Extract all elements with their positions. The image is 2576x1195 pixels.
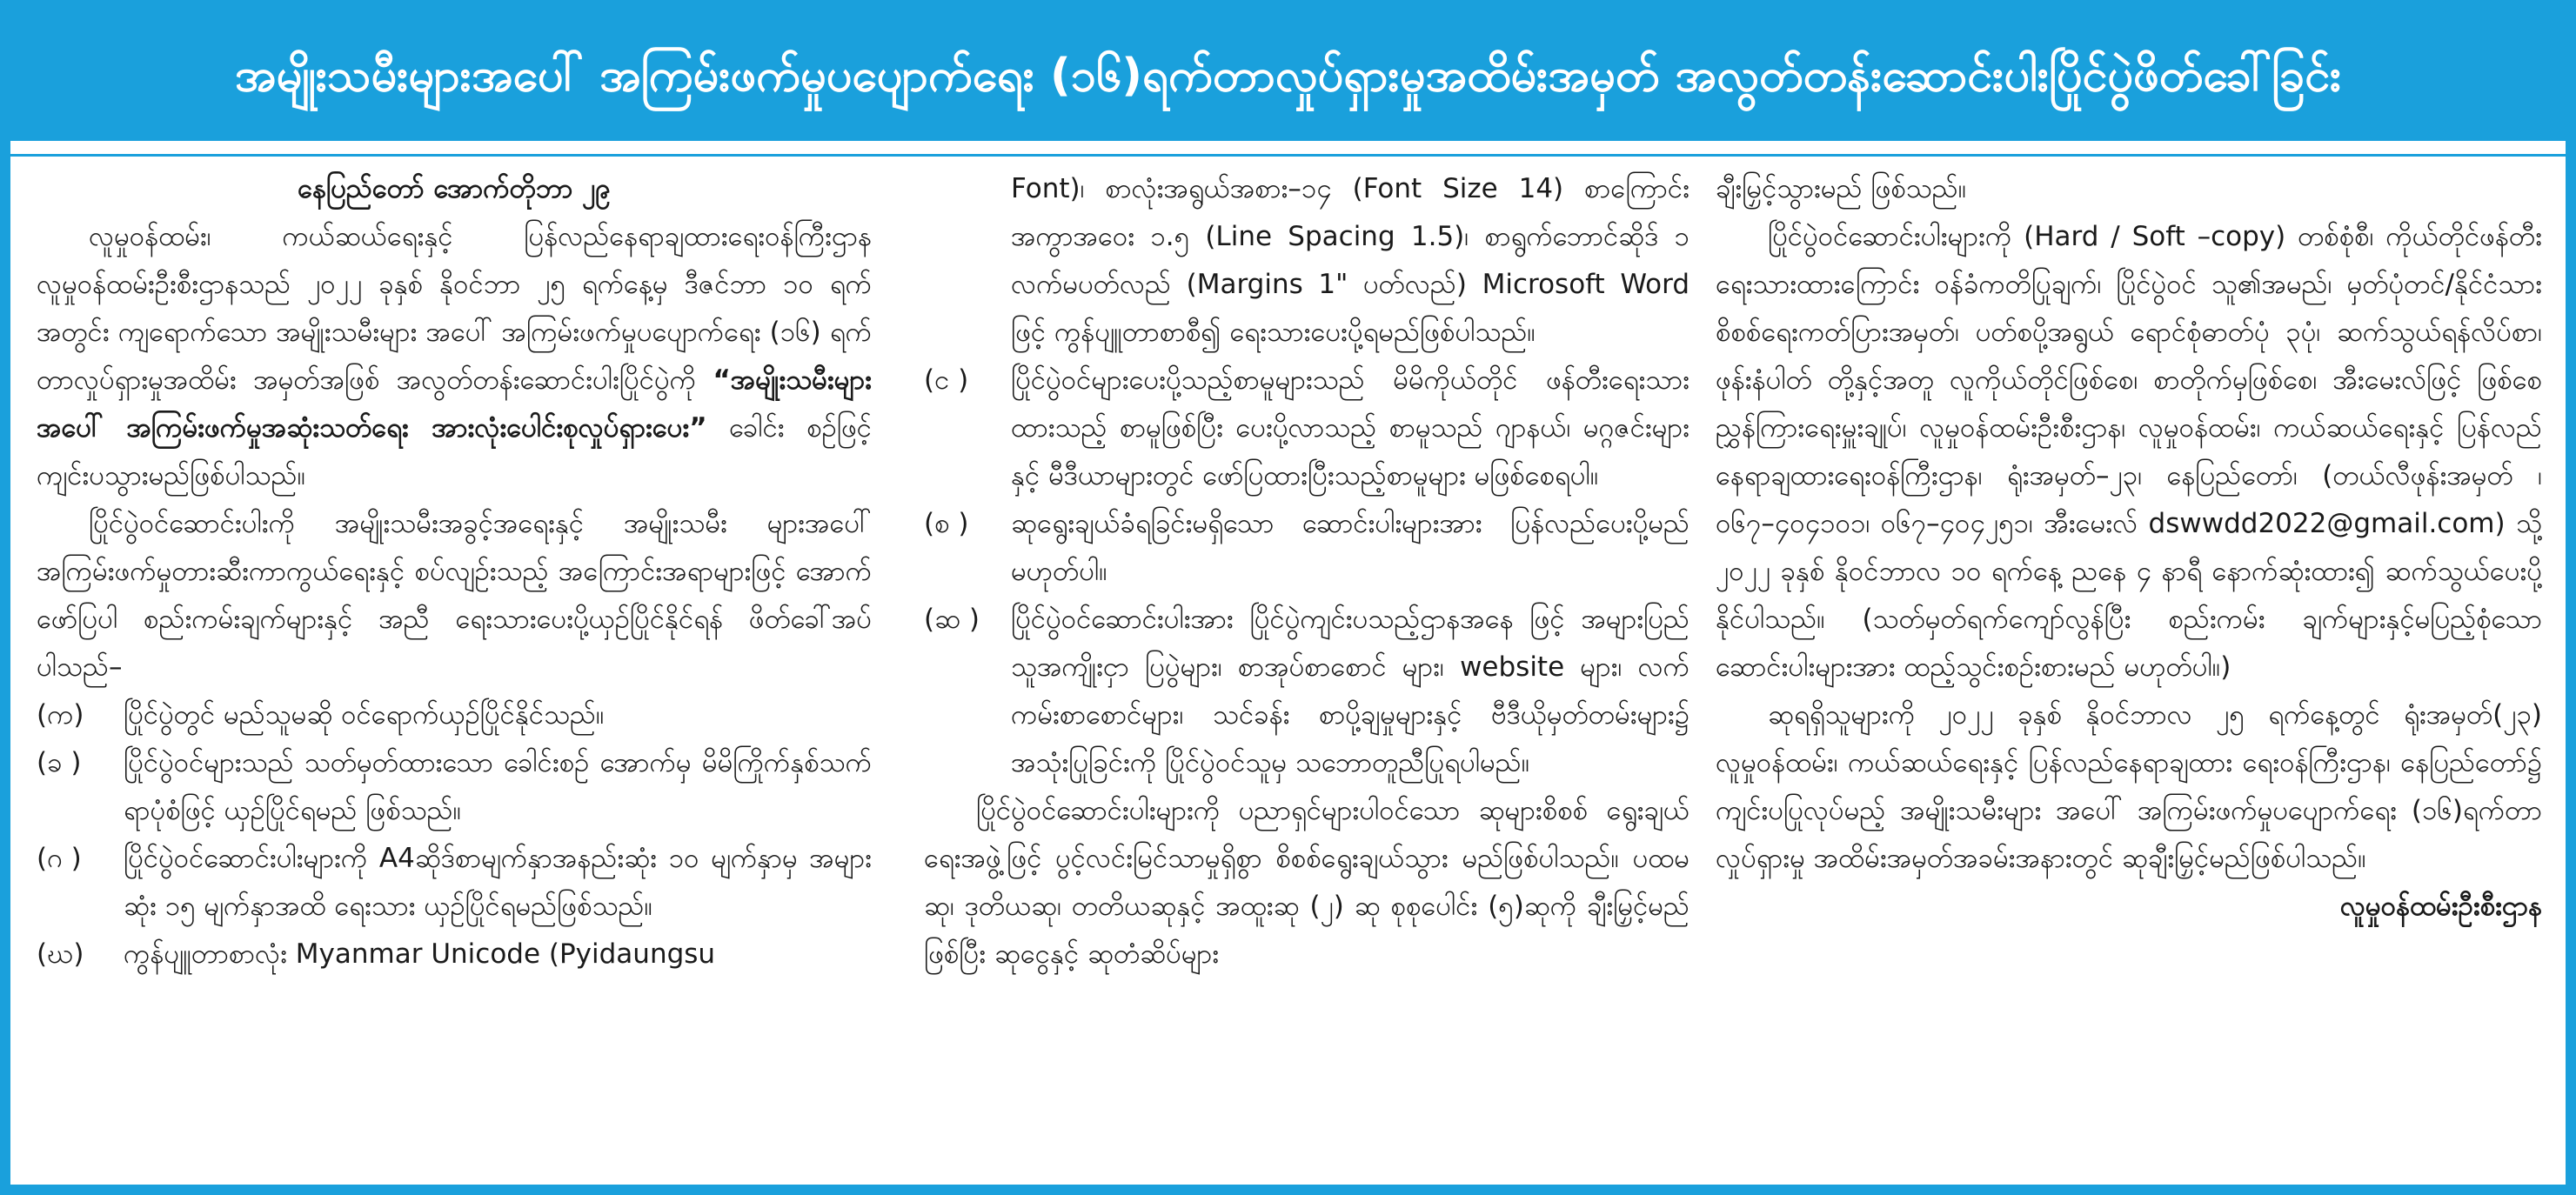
paragraph-intro-text-a: လူမှုဝန်ထမ်း၊ ကယ်ဆယ်ရေးနှင့် ပြန်လည်နေရာချထားရေးဝန်ကြီးဌာန လူမှုဝန်ထမ်းဦးစီးဌာနသည် ၂၀၂၂ ခုနှစ် နိုဝင်ဘာ ၂၅ ရက်နေ့မှ ဒီဇင်ဘာ ၁၀ ရက်အတွင်း ကျရောက်သော အမျိုးသမီးများ အပေါ် အကြမ်းဖက်မှုပပျောက်ရေး (၁၆) ရက်တာလှုပ်ရှားမှုအထိမ်း အမှတ်အဖြစ် အလွတ်တန်းဆောင်းပါးပြိုင်ပွဲကို — [37, 221, 872, 396]
column-3 — [1716, 165, 2542, 1183]
rule-text: ပြိုင်ပွဲဝင်များသည် သတ်မှတ်ထားသော ခေါင်းစဉ် အောက်မှ မိမိကြိုက်နှစ်သက်ရာပုံစံဖြင့် ယှဉ်ပြိုင်ရမည် ဖြစ်သည်။ — [124, 747, 872, 826]
rule-marker: (ဂ ) — [37, 843, 82, 874]
rule-marker: (ခ ) — [37, 747, 82, 778]
rule-continuation: Font)၊ စာလုံးအရွယ်အစား–၁၄ (Font Size 14) စာကြောင်းအကွာအဝေး ၁.၅ (Line Spacing 1.5)၊ စာရွက်ဘောင်ဆိုဒ် ၁ လက်မပတ်လည် (Margins 1" ပတ်လည်) Microsoft Word ဖြင့် ကွန်ပျူတာစာစီ၍ ရေးသားပေးပို့ရမည်ဖြစ်ပါသည်။ — [1011, 173, 1689, 348]
rule-marker: (စ ) — [924, 508, 969, 539]
paragraph-submission: ပြိုင်ပွဲဝင်ဆောင်းပါးများကို (Hard / Soft –copy) တစ်စုံစီ၊ ကိုယ်တိုင်ဖန်တီးရေးသားထားကြောင်း ဝန်ခံကတိပြုချက်၊ ပြိုင်ပွဲဝင် သူ၏အမည်၊ မှတ်ပုံတင်/နိုင်ငံသားစိစစ်ရေးကတ်ပြားအမှတ်၊ ပတ်စပို့အရွယ် ရောင်စုံဓာတ်ပုံ ၃ပုံ၊ ဆက်သွယ်ရန်လိပ်စာ၊ ဖုန်းနံပါတ် တို့နှင့်အတူ လူကိုယ်တိုင်ဖြစ်စေ၊ စာတိုက်မှဖြစ်စေ၊ အီးမေးလ်ဖြင့် ဖြစ်စေ ညွှန်ကြားရေးမှူးချုပ်၊ လူမှုဝန်ထမ်းဦးစီးဌာန၊ လူမှုဝန်ထမ်း၊ ကယ်ဆယ်ရေးနှင့် ပြန်လည်နေရာချထားရေးဝန်ကြီးဌာန၊ ရုံးအမှတ်–၂၃၊ နေပြည်တော်၊ (တယ်လီဖုန်းအမှတ် ၊ ၀၆၇–၄၀၄၁၀၁၊ ၀၆၇–၄၀၄၂၅၁၊ အီးမေးလ် dswwdd2022@gmail.com) သို့ ၂၀၂၂ ခုနှစ် နိုဝင်ဘာလ ၁၀ ရက်နေ့ ညနေ ၄ နာရီ နောက်ဆုံးထား၍ ဆက်သွယ်ပေးပို့နိုင်ပါသည်။ (သတ်မှတ်ရက်ကျော်လွန်ပြီး စည်းကမ်း ချက်များနှင့်မပြည့်စုံသော ဆောင်းပါးများအား ထည့်သွင်းစဉ်းစားမည် မဟုတ်ပါ။) — [1716, 221, 2542, 683]
rule-item — [37, 835, 872, 931]
column-1 — [37, 165, 872, 1183]
rule-item — [924, 596, 1689, 787]
rule-text: ပြိုင်ပွဲဝင်ဆောင်းပါးအား ပြိုင်ပွဲကျင်းပသည့်ဌာနအနေ ဖြင့် အများပြည်သူအကျိုးငှာ ပြပွဲများ၊ စာအုပ်စာစောင် များ၊ website များ၊ လက်ကမ်းစာစောင်များ၊ သင်ခန်း စာပို့ချမှုများနှင့် ဗီဒီယိုမှတ်တမ်းများ၌ အသုံးပြုခြင်းကို ပြိုင်ပွဲဝင်သူမှ သဘောတူညီပြုရပါမည်။ — [1011, 604, 1689, 778]
paragraph-intro-text-b: ခေါင်း စဉ်ဖြင့် ကျင်းပသွားမည်ဖြစ်ပါသည်။ — [37, 412, 872, 491]
rule-text: ပြိုင်ပွဲတွင် မည်သူမဆို ဝင်ရောက်ယှဉ်ပြိုင်နိုင်သည်။ — [124, 699, 605, 731]
rule-item — [37, 739, 872, 835]
paragraph-award-ceremony: ဆုရရှိသူများကို ၂၀၂၂ ခုနှစ် နိုဝင်ဘာလ ၂၅ ရက်နေ့တွင် ရုံးအမှတ်(၂၃) လူမှုဝန်ထမ်း၊ ကယ်ဆယ်ရေးနှင့် ပြန်လည်နေရာချထား ရေးဝန်ကြီးဌာန၊ နေပြည်တော်၌ ကျင်းပပြုလုပ်မည့် အမျိုးသမီးများ အပေါ် အကြမ်းဖက်မှုပပျောက်ရေး (၁၆)ရက်တာလှုပ်ရှားမှု အထိမ်းအမှတ်အခမ်းအနားတွင် ဆုချီးမြှင့်မည်ဖြစ်ပါသည်။ — [1716, 699, 2542, 874]
rule-marker: (ဆ ) — [924, 604, 980, 635]
judging-continuation: ချီးမြှင့်သွားမည် ဖြစ်သည်။ — [1716, 173, 1967, 204]
article-body — [10, 154, 2566, 1185]
rule-item — [924, 500, 1689, 596]
rule-text: ဆုရွေးချယ်ခံရခြင်းမရှိသော ဆောင်းပါးများအား ပြန်လည်ပေးပို့မည်မဟုတ်ပါ။ — [1011, 508, 1689, 587]
rule-text: ပြိုင်ပွဲဝင်များပေးပို့သည့်စာမူများသည် မိမိကိုယ်တိုင် ဖန်တီးရေးသားထားသည့် စာမူဖြစ်ပြီး ပေးပို့လာသည့် စာမူသည် ဂျာနယ်၊ မဂ္ဂဇင်းများနှင့် မီဒီယာများတွင် ဖော်ပြထားပြီးသည့်စာမူများ မဖြစ်စေရပါ။ — [1011, 364, 1689, 491]
signoff: လူမှုဝန်ထမ်းဦးစီးဌာန — [2339, 891, 2542, 922]
rule-text: ပြိုင်ပွဲဝင်ဆောင်းပါးများကို A4ဆိုဒ်စာမျက်နှာအနည်းဆုံး ၁၀ မျက်နှာမှ အများဆုံး ၁၅ မျက်နှာအထိ ရေးသား ယှဉ်ပြိုင်ရမည်ဖြစ်သည်။ — [124, 843, 872, 922]
rule-marker: (က) — [37, 699, 84, 731]
rule-text: ကွန်ပျူတာစာလုံး Myanmar Unicode (Pyidaungsu — [124, 938, 716, 970]
headline-banner — [10, 10, 2566, 141]
rule-marker: (င ) — [924, 364, 969, 396]
rule-item — [924, 357, 1689, 500]
rule-item — [37, 931, 872, 978]
paragraph-judging: ပြိုင်ပွဲဝင်ဆောင်းပါးများကို ပညာရှင်များပါဝင်သော ဆုများစိစစ် ရွေးချယ်ရေးအဖွဲ့ဖြင့် ပွင့်လင်းမြင်သာမှုရှိစွာ စိစစ်ရွေးချယ်သွား မည်ဖြစ်ပါသည်။ ပထမဆု၊ ဒုတိယဆု၊ တတိယဆုနှင့် အထူးဆု (၂) ဆု စုစုပေါင်း (၅)ဆုကို ချီးမြှင့်မည်ဖြစ်ပြီး ဆုငွေနှင့် ဆုတံဆိပ်များ — [924, 795, 1689, 970]
dateline: နေပြည်တော် အောက်တိုဘာ ၂၉ — [298, 173, 611, 204]
rule-item — [37, 691, 872, 739]
campaign-slogan: “အမျိုးသမီးများအပေါ် အကြမ်းဖက်မှုအဆုံးသတ်ရေး အားလုံးပေါင်းစုလှုပ်ရှားပေး” — [37, 364, 872, 444]
column-2 — [924, 165, 1689, 1183]
paragraph-invitation: ပြိုင်ပွဲဝင်ဆောင်းပါးကို အမျိုးသမီးအခွင့်အရေးနှင့် အမျိုးသမီး များအပေါ် အကြမ်းဖက်မှုတားဆီးကာကွယ်ရေးနှင့် စပ်လျဉ်းသည့် အကြောင်းအရာများဖြင့် အောက်ဖော်ပြပါ စည်းကမ်းချက်များနှင့် အညီ ရေးသားပေးပို့ယှဉ်ပြိုင်နိုင်ရန် ဖိတ်ခေါ်အပ်ပါသည်– — [37, 508, 872, 683]
headline: အမျိုးသမီးများအပေါ် အကြမ်းဖက်မှုပပျောက်ရေး (၁၆)ရက်တာလှုပ်ရှားမှုအထိမ်းအမှတ် အလွတ်တန်းဆောင်းပါးပြိုင်ပွဲဖိတ်ခေါ်ခြင်း — [234, 50, 2342, 102]
paragraph-intro — [37, 213, 872, 500]
rule-marker: (ဃ) — [37, 938, 84, 970]
